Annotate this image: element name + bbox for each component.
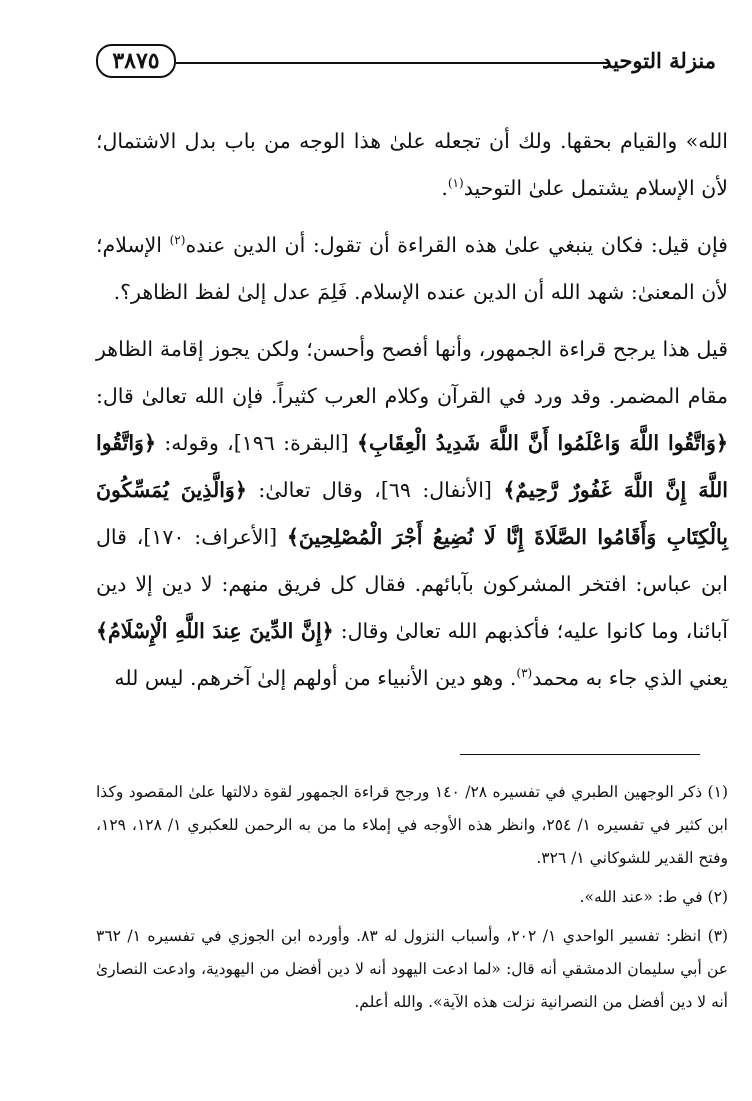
footnote-ref: (١) — [447, 176, 464, 191]
text-run: يعني الذي جاء به محمد — [532, 666, 728, 690]
text-run: [البقرة: ١٩٦]، وقوله: — [155, 431, 357, 455]
text-run: فإن قيل: فكان ينبغي علىٰ هذه القراءة أن تقول: أن الدين عنده — [185, 233, 728, 257]
paragraph — [96, 326, 728, 702]
quran-verse: ﴿وَاتَّقُوا اللَّهَ وَاعْلَمُوا أَنَّ اللَّهَ شَدِيدُ الْعِقَابِ﴾ — [356, 431, 728, 455]
paragraph — [96, 222, 728, 316]
main-text — [96, 118, 728, 702]
footnote-separator — [460, 754, 700, 755]
footnote: (١) ذكر الوجهين الطبري في تفسيره ٢٨/ ١٤٠ ورجح قراءة الجمهور لقوة دلالتها علىٰ المقصود وكذا ابن كثير في تفسيره ١/ ٢٥٤، وانظر هذه الأوجه في إملاء ما من به الرحمن للعكبري ١/ ١٢٨، ١٢٩، وفتح القدير للشوكاني ١/ ٣٢٦. — [96, 783, 728, 867]
page-header — [96, 44, 716, 84]
text-run: [الأنفال: ٦٩]، وقال تعالىٰ: — [246, 478, 504, 502]
text-run: . — [441, 176, 448, 200]
text-run: قيل هذا يرجح قراءة الجمهور، وأنها أفصح وأحسن؛ ولكن يجوز إقامة الظاهر مقام المضمر. وقد ورد في القرآن وكلام العرب كثيراً. فإن الله تعالىٰ قال: — [96, 337, 728, 408]
text-run: . وهو دين الأنبياء من أولهم إلىٰ آخرهم. ليس لله — [114, 666, 517, 690]
text-run: [الأعراف: ١٧٠]، قال ابن عباس: افتخر المشركون بآبائهم. فقال كل فريق منهم: لا دين إلا دين آبائنا، وما كانوا عليه؛ فأكذبهم الله تعالىٰ وقال: — [96, 525, 728, 643]
quran-verse: ﴿إِنَّ الدِّينَ عِندَ اللَّهِ الْإِسْلَامُ﴾ — [96, 619, 334, 643]
text-run: الإسلام؛ لأن المعنىٰ: شهد الله أن الدين عنده الإسلام. فَلِمَ عدل إلىٰ لفظ الظاهر؟. — [96, 233, 728, 304]
header-rule — [176, 62, 610, 64]
page-number-badge: ٣٨٧٥ — [96, 44, 176, 78]
paragraph — [96, 118, 728, 212]
running-title: منزلة التوحيد — [602, 48, 716, 73]
footnotes — [96, 776, 728, 1019]
footnote: (٢) في ط: «عند الله». — [579, 888, 728, 906]
footnote-ref: (٢) — [169, 233, 186, 248]
footnote-ref: (٣) — [516, 666, 533, 681]
footnote: (٣) انظر: تفسير الواحدي ١/ ٢٠٢، وأسباب النزول له ٨٣. وأورده ابن الجوزي في تفسيره ١/ ٣٦٢ عن أبي سليمان الدمشقي أنه قال: «لما ادعت اليهود أنه لا دين أفضل من اليهودية، وادعت النصارىٰ أنه لا دين أفضل من النصرانية نزلت هذه الآية». والله أعلم. — [96, 927, 729, 1011]
quran-verse: ﴿وَالَّذِينَ يُمَسِّكُونَ بِالْكِتَابِ وَأَقَامُوا الصَّلَاةَ إِنَّا لَا نُضِيعُ أَجْرَ الْمُصْلِحِينَ﴾ — [96, 478, 728, 549]
quran-verse: ﴿وَاتَّقُوا اللَّهَ إِنَّ اللَّهَ غَفُورٌ رَّحِيمٌ﴾ — [96, 431, 728, 502]
text-run: الله» والقيام بحقها. ولك أن تجعله علىٰ هذا الوجه من باب بدل الاشتمال؛ لأن الإسلام يشتمل علىٰ التوحيد — [96, 129, 728, 200]
